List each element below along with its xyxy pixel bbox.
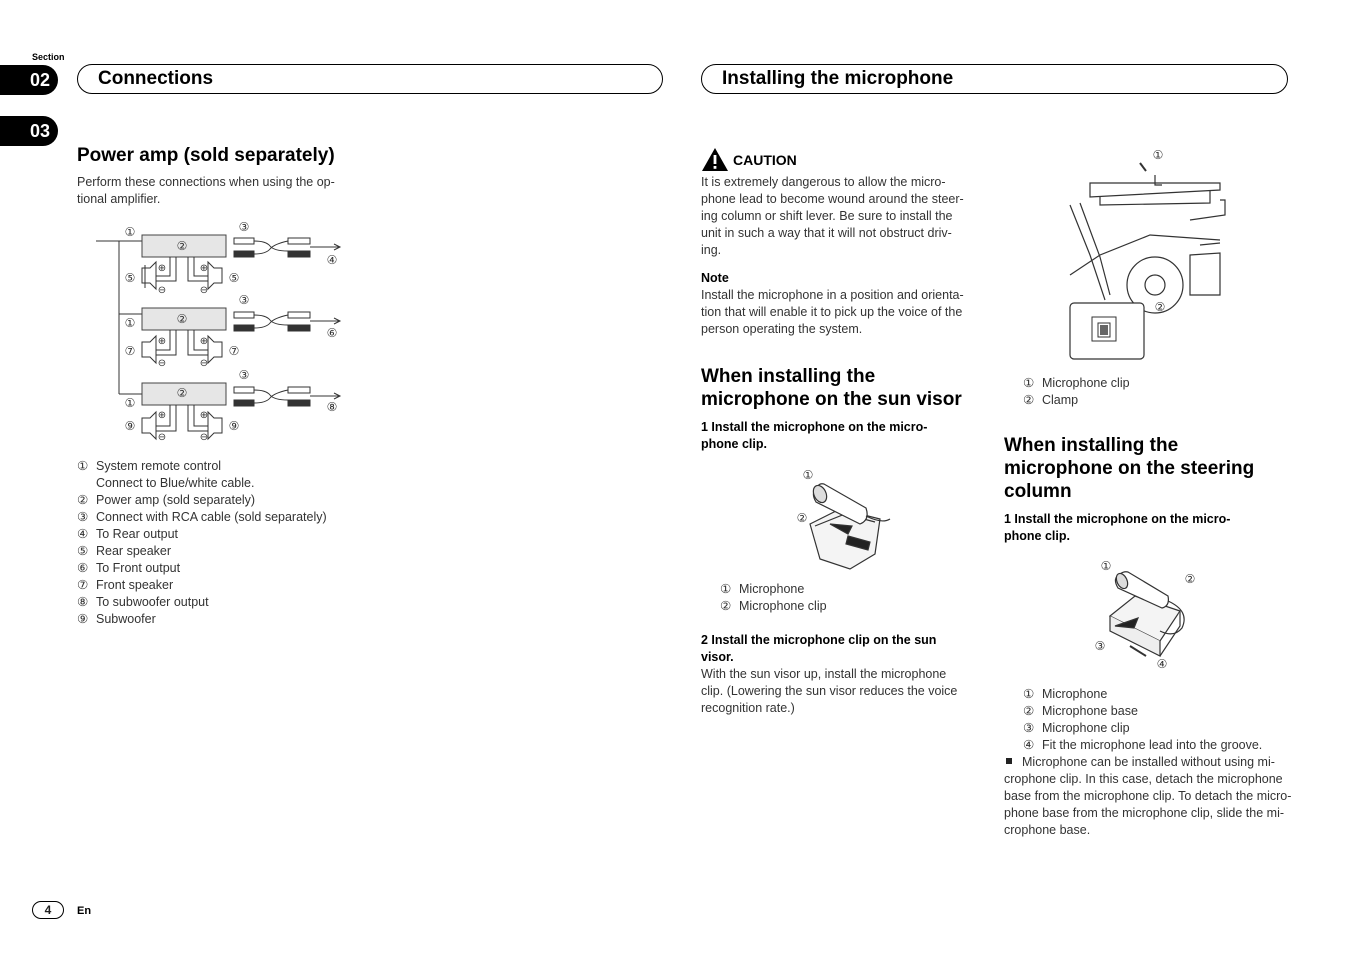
marker-5: ⑤: [124, 271, 136, 285]
bullet-square-icon: [1006, 758, 1012, 764]
steer-fig-marker-2: ②: [1184, 572, 1196, 586]
intro-line: tional amplifier.: [77, 192, 161, 206]
legend-item: ⑨ Subwoofer: [77, 612, 156, 626]
microphone-clip-figure: [790, 464, 900, 574]
marker-7: ⑦: [124, 344, 136, 358]
legend-item: ⑧ To subwoofer output: [77, 595, 209, 609]
marker-7: ⑦: [228, 344, 240, 358]
power-amp-legend: [77, 458, 377, 628]
legend-item: ④ To Rear output: [77, 527, 178, 541]
rca-cable-subwoofer: [234, 387, 340, 406]
legend-item: ① System remote control Connect to Blue/white cable.: [77, 459, 255, 490]
rca-cable-rear: [234, 238, 340, 257]
steer-fig-marker-1: ①: [1100, 559, 1112, 573]
caution-block: [701, 147, 991, 338]
car-fig-marker-1: ①: [1152, 148, 1164, 162]
marker-3: ③: [238, 368, 250, 382]
legend-item: ⑥ To Front output: [77, 561, 181, 575]
sun-visor-title: When installing the microphone on the sun visor: [701, 366, 962, 410]
marker-2: ②: [176, 386, 188, 400]
marker-6: ⑥: [326, 326, 338, 340]
steer-fig-marker-3: ③: [1094, 639, 1106, 653]
installing-microphone-header: [701, 64, 1288, 94]
power-amp-intro: [77, 174, 397, 208]
svg-text:⊕: ⊕: [157, 336, 167, 347]
car-figure-legend: [1023, 375, 1283, 409]
svg-text:⊕: ⊕: [157, 263, 167, 274]
svg-text:⊕: ⊕: [199, 336, 209, 347]
marker-1: ①: [124, 225, 136, 239]
marker-4: ④: [326, 253, 338, 267]
marker-8: ⑧: [326, 400, 338, 414]
svg-text:⊕: ⊕: [199, 263, 209, 274]
legend-item: ① Microphone clip: [1023, 376, 1130, 390]
svg-text:⊖: ⊖: [157, 285, 167, 296]
microphone-clip-legend: [720, 581, 980, 615]
steering-column-section: [1004, 434, 1294, 545]
section-tab-03[interactable]: 03: [0, 116, 58, 146]
note-text: Install the microphone in a position and orienta- tion that will enable it to pick up the voice of the person operating the system.: [701, 288, 964, 336]
mic-fig-marker-1: ①: [802, 468, 814, 482]
steering-step-1: 1 Install the microphone on the micro- phone clip.: [1004, 512, 1231, 543]
legend-item: ① Microphone: [1023, 687, 1108, 701]
svg-text:⊕: ⊕: [157, 410, 167, 421]
note-title: Note: [701, 271, 729, 285]
legend-item: ② Clamp: [1023, 393, 1079, 407]
svg-text:⊖: ⊖: [199, 285, 209, 296]
power-amp-section: [77, 144, 397, 208]
caution-heading: [701, 147, 991, 172]
sun-visor-step-2: 2 Install the microphone clip on the sun visor.: [701, 633, 937, 664]
intro-line: Perform these connections when using the op-: [77, 175, 335, 189]
power-amp-title: Power amp (sold separately): [77, 145, 335, 166]
car-interior-figure: [1060, 145, 1230, 365]
marker-9: ⑨: [124, 419, 136, 433]
steering-microphone-figure: [1090, 556, 1200, 674]
mic-fig-marker-2: ②: [796, 511, 808, 525]
marker-2: ②: [176, 312, 188, 326]
sun-visor-step-2-block: [701, 632, 991, 717]
marker-5: ⑤: [228, 271, 240, 285]
speaker-pair-front: [142, 330, 222, 363]
marker-9: ⑨: [228, 419, 240, 433]
section-label: Section: [32, 52, 65, 62]
marker-3: ③: [238, 220, 250, 234]
marker-1: ①: [124, 396, 136, 410]
installing-microphone-header-title: Installing the microphone: [722, 68, 954, 89]
legend-item: ⑦ Front speaker: [77, 578, 174, 592]
legend-item: ⑤ Rear speaker: [77, 544, 172, 558]
legend-item: ④ Fit the microphone lead into the groove.: [1023, 738, 1263, 752]
svg-text:⊕: ⊕: [199, 410, 209, 421]
svg-text:⊖: ⊖: [157, 358, 167, 369]
legend-item: ③ Microphone clip: [1023, 721, 1130, 735]
marker-1: ①: [124, 316, 136, 330]
legend-item: ③ Connect with RCA cable (sold separately): [77, 510, 327, 524]
steer-fig-marker-4: ④: [1156, 657, 1168, 671]
steering-bullet-note: Microphone can be installed without using mi- crophone clip. In this case, detach the microphone base from the microphone clip. To detach the micro- phone base from the microphone clip, slide the mi- crophone base.: [1004, 755, 1292, 837]
caution-title: CAUTION: [733, 151, 797, 168]
steering-figure-legend: [1023, 686, 1293, 754]
speaker-pair-subwoofer: [142, 405, 222, 439]
svg-text:⊖: ⊖: [199, 432, 209, 443]
section-tab-02[interactable]: 02: [0, 65, 58, 95]
connections-header-title: Connections: [98, 68, 214, 89]
marker-2: ②: [176, 239, 188, 253]
legend-item: ① Microphone: [720, 582, 805, 596]
speaker-pair-rear: [142, 257, 222, 289]
caution-text: It is extremely dangerous to allow the micro- phone lead to become wound around the steer- ing column or shift lever. Be sure to install the unit in such a way that it will not obstruct driv- ing.: [701, 175, 964, 257]
warning-triangle-icon: [701, 147, 729, 172]
svg-text:⊖: ⊖: [157, 432, 167, 443]
sun-visor-step-1: 1 Install the microphone on the micro- phone clip.: [701, 420, 928, 451]
steering-column-title: When installing the microphone on the steering column: [1004, 435, 1255, 502]
marker-3: ③: [238, 293, 250, 307]
connections-header: [77, 64, 663, 94]
legend-item: ② Power amp (sold separately): [77, 493, 256, 507]
sun-visor-step-2-text: With the sun visor up, install the microphone clip. (Lowering the sun visor reduces the voice recognition rate.): [701, 667, 958, 715]
rca-cable-front: [234, 312, 340, 331]
sun-visor-section: [701, 365, 991, 453]
car-fig-marker-2: ②: [1154, 300, 1166, 314]
legend-item: ② Microphone base: [1023, 704, 1138, 718]
language-label: En: [77, 905, 92, 917]
power-amp-wiring-diagram: [90, 218, 350, 448]
svg-text:⊖: ⊖: [199, 358, 209, 369]
legend-item: ② Microphone clip: [720, 599, 827, 613]
page-number: 4: [32, 901, 64, 919]
